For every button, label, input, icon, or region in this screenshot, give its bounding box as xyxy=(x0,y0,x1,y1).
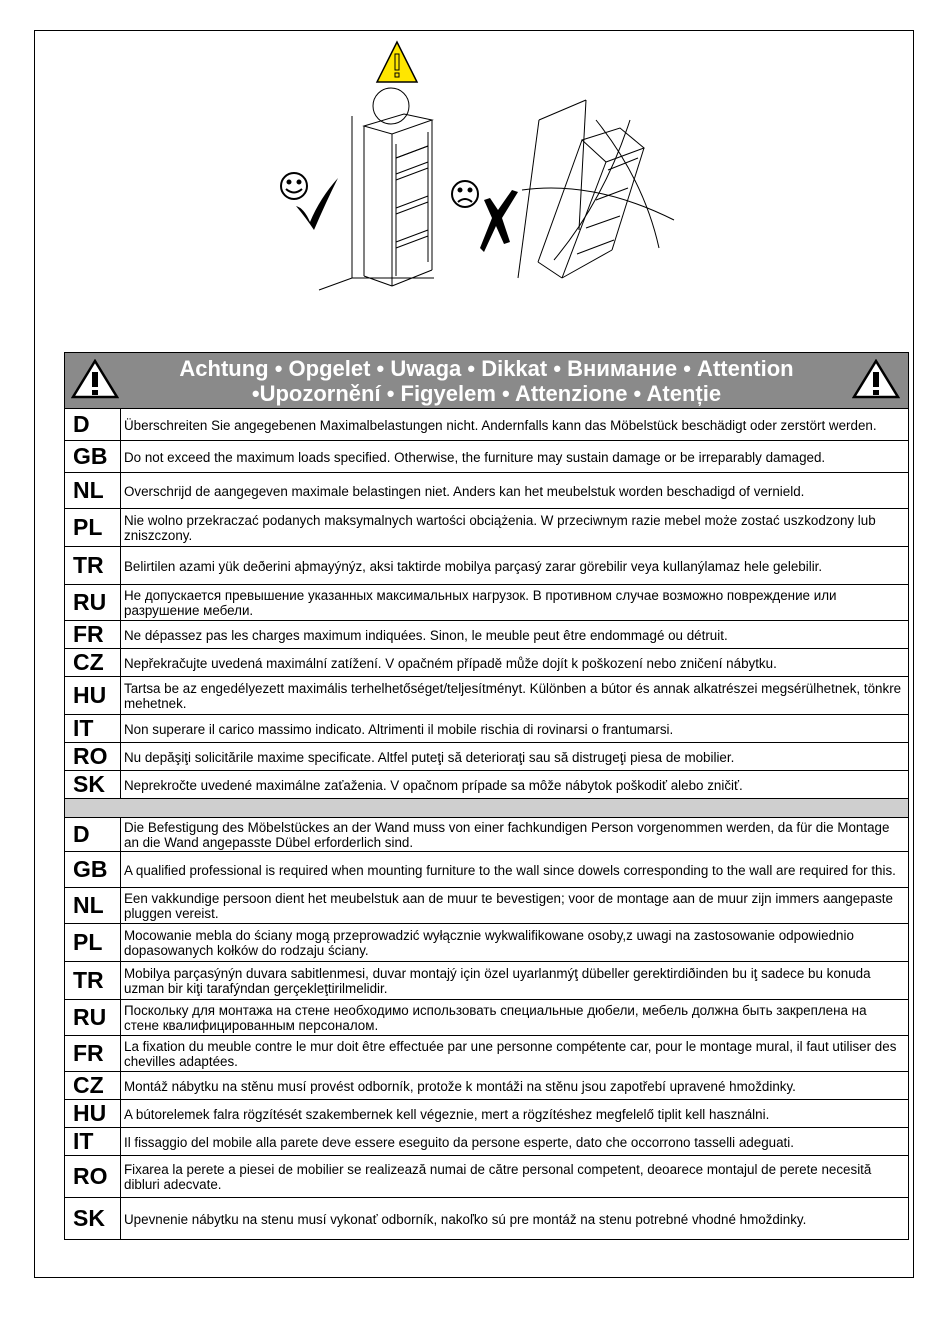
language-code: HU xyxy=(65,1100,121,1128)
warning-text: Die Befestigung des Möbelstückes an der Wand muss von einer fachkundigen Person vorgenommen werden, da für die Montage an die Wand angepasste Dübel erforderlich sind. xyxy=(121,818,909,852)
language-row xyxy=(65,852,909,888)
language-row xyxy=(65,409,909,441)
checkmark-icon xyxy=(296,178,338,230)
warning-text: Upevnenie nábytku na stenu musí vykonať odborník, nakoľko sú pre montáž na stenu potrebné vhodné hmoždinky. xyxy=(121,1198,909,1240)
warning-text: Mobilya parçasýnýn duvara sabitlenmesi, duvar montajý için özel uyarlanmýţ dübeller gerektirdiðinden bu iţ sadece bu konuda uzman bir kiţi tarafýndan gerçekleţtirilmelidir. xyxy=(121,962,909,1000)
warning-text: Il fissaggio del mobile alla parete deve essere eseguito da persone esperte, dato che occorrono tasselli adeguati. xyxy=(121,1128,909,1156)
language-code: RU xyxy=(65,585,121,621)
language-code: FR xyxy=(65,621,121,649)
section-divider-cell xyxy=(65,799,909,818)
warning-triangle-icon xyxy=(852,359,900,399)
language-row xyxy=(65,1000,909,1036)
language-row xyxy=(65,585,909,621)
warning-header-line2: •Upozornění • Figyelem • Attenzione • Atenție xyxy=(251,381,722,406)
warning-text: Поскольку для монтажа на стене необходимо использовать специальные дюбели, мебель должна быть закреплена на стене квалифицированным персоналом. xyxy=(121,1000,909,1036)
warning-text: La fixation du meuble contre le mur doit être effectuée par une personne compétente car, pour le montage mural, il faut utiliser des chevilles adaptées. xyxy=(121,1036,909,1072)
warning-header xyxy=(65,353,909,409)
language-code: PL xyxy=(65,924,121,962)
warning-text: A bútorelemek falra rögzítését szakembernek kell végeznie, mert a rögzítéshez megfelelő tiplit kell használni. xyxy=(121,1100,909,1128)
warning-text: Fixarea la perete a piesei de mobilier se realizează numai de către personal competent, deoarece montajul de perete necesită dibluri adecvate. xyxy=(121,1156,909,1198)
section-divider xyxy=(65,799,909,818)
language-row xyxy=(65,1072,909,1100)
language-row xyxy=(65,715,909,743)
warning-text: Een vakkundige persoon dient het meubelstuk aan de muur te bevestigen; voor de montage aan de muur zijn immers aangepaste pluggen vereist. xyxy=(121,888,909,924)
warning-text: Do not exceed the maximum loads specified. Otherwise, the furniture may sustain damage or be irreparably damaged. xyxy=(121,441,909,473)
warning-header-line1: Achtung • Opgelet • Uwaga • Dikkat • Внимание • Attention xyxy=(179,356,794,381)
warning-text: Nepřekračujte uvedená maximální zatížení. V opačném případě může dojít k poškození nebo zničení nábytku. xyxy=(121,649,909,677)
warning-text: Overschrijd de aangegeven maximale belastingen niet. Anders kan het meubelstuk worden beschadigd of vernield. xyxy=(121,473,909,509)
language-row xyxy=(65,1100,909,1128)
language-row xyxy=(65,962,909,1000)
language-row xyxy=(65,1128,909,1156)
language-row xyxy=(65,818,909,852)
language-code: IT xyxy=(65,1128,121,1156)
language-code: NL xyxy=(65,473,121,509)
warning-text: Tartsa be az engedélyezett maximális terhelhetőséget/teljesítményt. Különben a bútor és annak alkatrészei megsérülhetnek, tönkre mehetnek. xyxy=(121,677,909,715)
language-code: NL xyxy=(65,888,121,924)
bookshelf-correct-icon xyxy=(319,88,434,290)
language-row xyxy=(65,621,909,649)
warning-text: Überschreiten Sie angegebenen Maximalbelastungen nicht. Andernfalls kann das Möbelstück beschädigt oder zerstört werden. xyxy=(121,409,909,441)
language-row xyxy=(65,473,909,509)
language-row xyxy=(65,771,909,799)
language-code: GB xyxy=(65,441,121,473)
warning-text: Nie wolno przekraczać podanych maksymalnych wartości obciążenia. W przeciwnym razie mebel może zostać uszkodzony lub zniszczony. xyxy=(121,509,909,547)
warning-text: A qualified professional is required when mounting furniture to the wall since dowels corresponding to the wall are required for this. xyxy=(121,852,909,888)
language-code: GB xyxy=(65,852,121,888)
language-row xyxy=(65,924,909,962)
language-code: PL xyxy=(65,509,121,547)
language-code: TR xyxy=(65,547,121,585)
warning-header-text xyxy=(65,356,908,406)
language-row xyxy=(65,547,909,585)
smiley-face-icon xyxy=(281,173,307,199)
language-code: RO xyxy=(65,1156,121,1198)
language-code: CZ xyxy=(65,649,121,677)
language-row xyxy=(65,1156,909,1198)
warning-text: Montáž nábytku na stěnu musí provést odborník, protože k montáži na stěnu jsou zapotřebí upravené hmoždinky. xyxy=(121,1072,909,1100)
language-row xyxy=(65,1198,909,1240)
language-row xyxy=(65,1036,909,1072)
warning-text: Не допускается превышение указанных максимальных нагрузок. В противном случае возможно повреждение или разрушение мебели. xyxy=(121,585,909,621)
warning-table xyxy=(64,352,909,1240)
language-code: RU xyxy=(65,1000,121,1036)
language-row xyxy=(65,888,909,924)
warning-text: Non superare il carico massimo indicato. Altrimenti il mobile rischia di rovinarsi o frantumarsi. xyxy=(121,715,909,743)
language-code: D xyxy=(65,409,121,441)
bookshelf-tipping-icon xyxy=(518,100,674,278)
language-code: D xyxy=(65,818,121,852)
language-row xyxy=(65,509,909,547)
language-code: SK xyxy=(65,771,121,799)
warning-text: Nu depăşiţi solicitările maxime specificate. Altfel puteţi să deterioraţi sau să distrugeţi piesa de mobilier. xyxy=(121,743,909,771)
language-code: RO xyxy=(65,743,121,771)
illustration xyxy=(34,30,914,350)
language-code: HU xyxy=(65,677,121,715)
warning-text: Belirtilen azami yük deðerini aþmayýnýz, aksi taktirde mobilya parçasý zarar görebilir veya kullanýlamaz hele gelebilir. xyxy=(121,547,909,585)
cross-mark-icon xyxy=(480,190,518,252)
language-row xyxy=(65,441,909,473)
warning-text: Mocowanie mebla do ściany mogą przeprowadzić wyłącznie wykwalifikowane osoby,z uwagi na zastosowanie odpowiednio dopasowanych kołków do rodzaju ściany. xyxy=(121,924,909,962)
language-code: IT xyxy=(65,715,121,743)
language-row xyxy=(65,743,909,771)
warning-text: Ne dépassez pas les charges maximum indiquées. Sinon, le meuble peut être endommagé ou détruit. xyxy=(121,621,909,649)
language-row xyxy=(65,677,909,715)
language-row xyxy=(65,649,909,677)
language-code: FR xyxy=(65,1036,121,1072)
language-code: SK xyxy=(65,1198,121,1240)
language-code: TR xyxy=(65,962,121,1000)
language-code: CZ xyxy=(65,1072,121,1100)
warning-text: Neprekročte uvedené maximálne zaťaženia. V opačnom prípade sa môže nábytok poškodiť alebo zničiť. xyxy=(121,771,909,799)
sad-face-icon xyxy=(452,181,478,207)
warning-sign-icon xyxy=(377,42,417,82)
